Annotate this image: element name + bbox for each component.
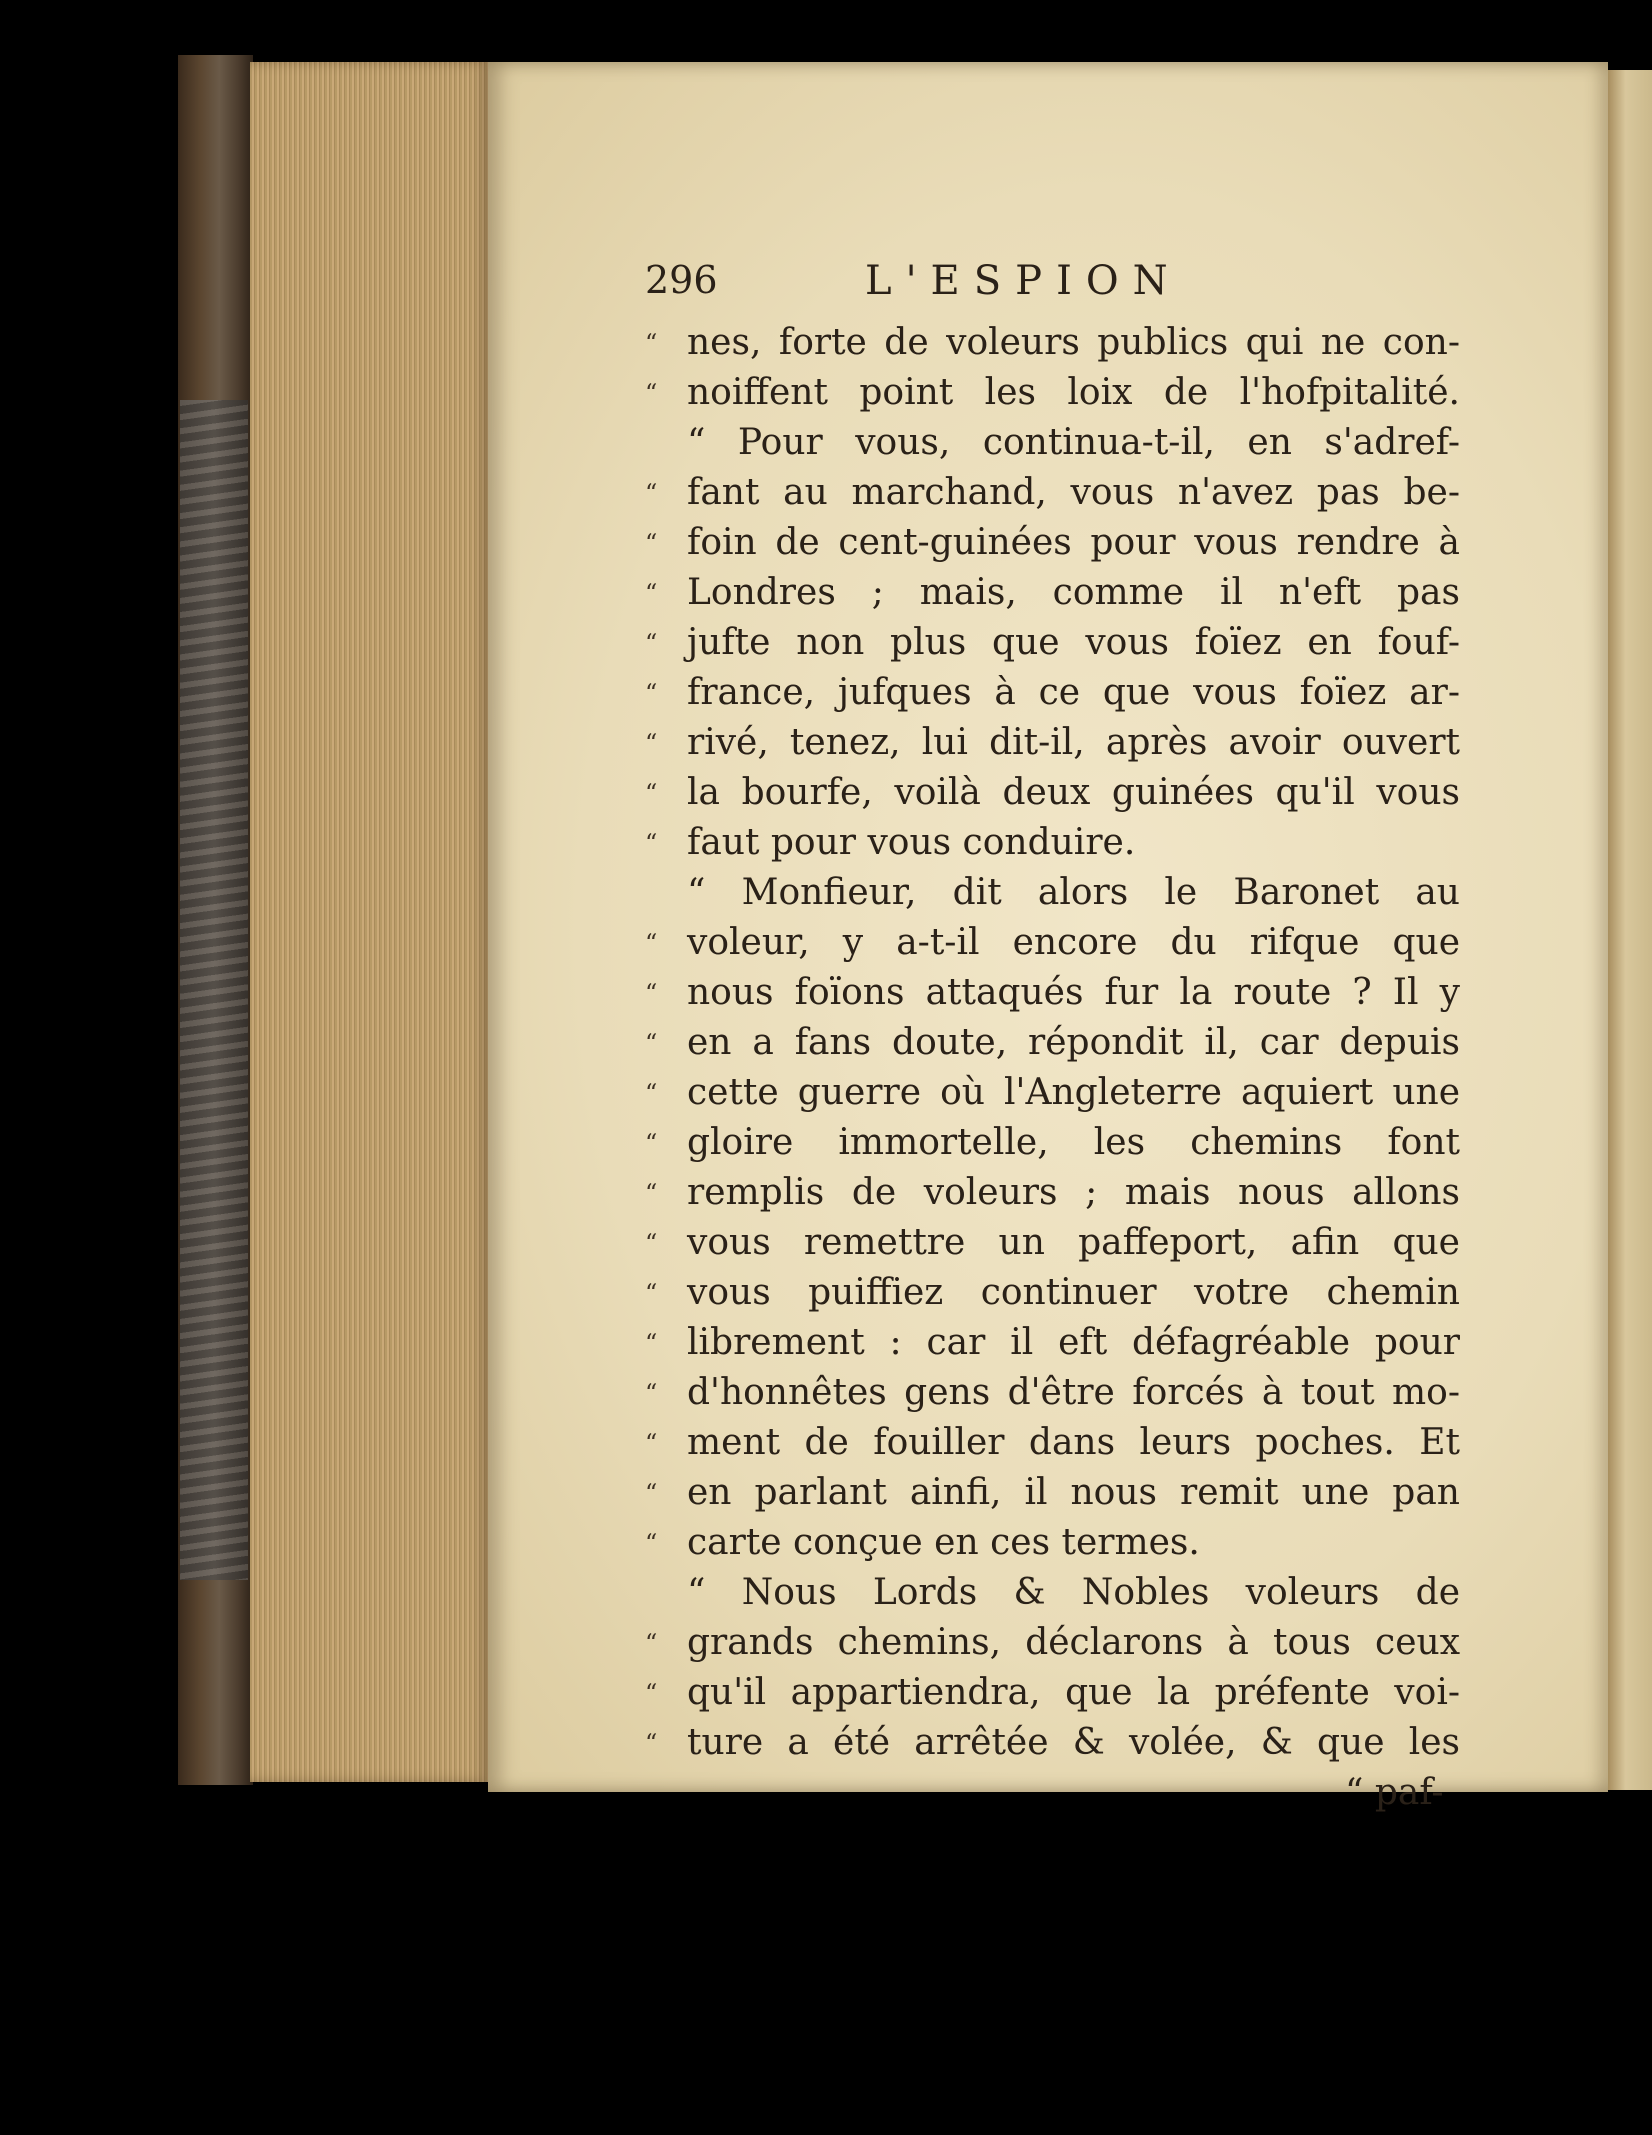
facing-page-edge xyxy=(1608,70,1652,1790)
text-line: “ librement : car il eft défagréable pour xyxy=(645,1322,1460,1363)
text-line: “ carte conçue en ces termes. xyxy=(645,1522,1200,1563)
text-block xyxy=(645,258,1460,1818)
text-line: “ foin de cent-guinées pour vous rendre à xyxy=(645,522,1460,563)
page-number: 296 xyxy=(645,258,718,302)
text-line: “ la bourfe, voilà deux guinées qu'il vous xyxy=(645,772,1460,813)
text-line: “ voleur, y a-t-il encore du rifque que xyxy=(645,922,1460,963)
catchword: “ paf- xyxy=(1345,1772,1444,1813)
page-edges xyxy=(250,62,490,1782)
text-line: “ Monfieur, dit alors le Baronet au xyxy=(687,872,1460,913)
text-line: “ Nous Lords & Nobles voleurs de xyxy=(687,1572,1460,1613)
text-line: “ gloire immortelle, les chemins font xyxy=(645,1122,1460,1163)
text-line: “ d'honnêtes gens d'être forcés à tout mo- xyxy=(645,1372,1460,1413)
catchword-line xyxy=(645,1768,1460,1818)
text-line: “ cette guerre où l'Angleterre aquiert une xyxy=(645,1072,1460,1113)
running-title: L'ESPION xyxy=(865,258,1182,304)
text-line: “ ment de fouiller dans leurs poches. Et xyxy=(645,1422,1460,1463)
running-head xyxy=(645,258,1460,318)
text-line: “ ture a été arrêtée & volée, & que les xyxy=(645,1722,1460,1763)
text-line: “ grands chemins, déclarons à tous ceux xyxy=(645,1622,1460,1663)
body-text xyxy=(645,318,1460,1818)
text-line: “ jufte non plus que vous foïez en fouf- xyxy=(645,622,1460,663)
text-line: “ Pour vous, continua-t-il, en s'adref- xyxy=(687,422,1460,463)
text-line: “ fant au marchand, vous n'avez pas be- xyxy=(645,472,1460,513)
text-line: “ rivé, tenez, lui dit-il, après avoir ouvert xyxy=(645,722,1460,763)
text-line: “ faut pour vous conduire. xyxy=(645,822,1136,863)
text-line: “ remplis de voleurs ; mais nous allons xyxy=(645,1172,1460,1213)
text-line: “ vous puiffiez continuer votre chemin xyxy=(645,1272,1460,1313)
marbled-cover-edge xyxy=(180,400,248,1580)
text-line: “ en parlant ainfi, il nous remit une pan xyxy=(645,1472,1460,1513)
text-line: “ qu'il appartiendra, que la préfente voi- xyxy=(645,1672,1460,1713)
text-line: “ nes, forte de voleurs publics qui ne con- xyxy=(645,322,1460,363)
text-line: “ france, jufques à ce que vous foïez ar- xyxy=(645,672,1460,713)
text-line: “ en a fans doute, répondit il, car depuis xyxy=(645,1022,1460,1063)
text-line: “ nous foïons attaqués fur la route ? Il y xyxy=(645,972,1460,1013)
text-line: “ vous remettre un paffeport, afin que xyxy=(645,1222,1460,1263)
text-line: “ noiffent point les loix de l'hofpitalité. xyxy=(645,372,1460,413)
text-line: “ Londres ; mais, comme il n'eft pas xyxy=(645,572,1460,613)
